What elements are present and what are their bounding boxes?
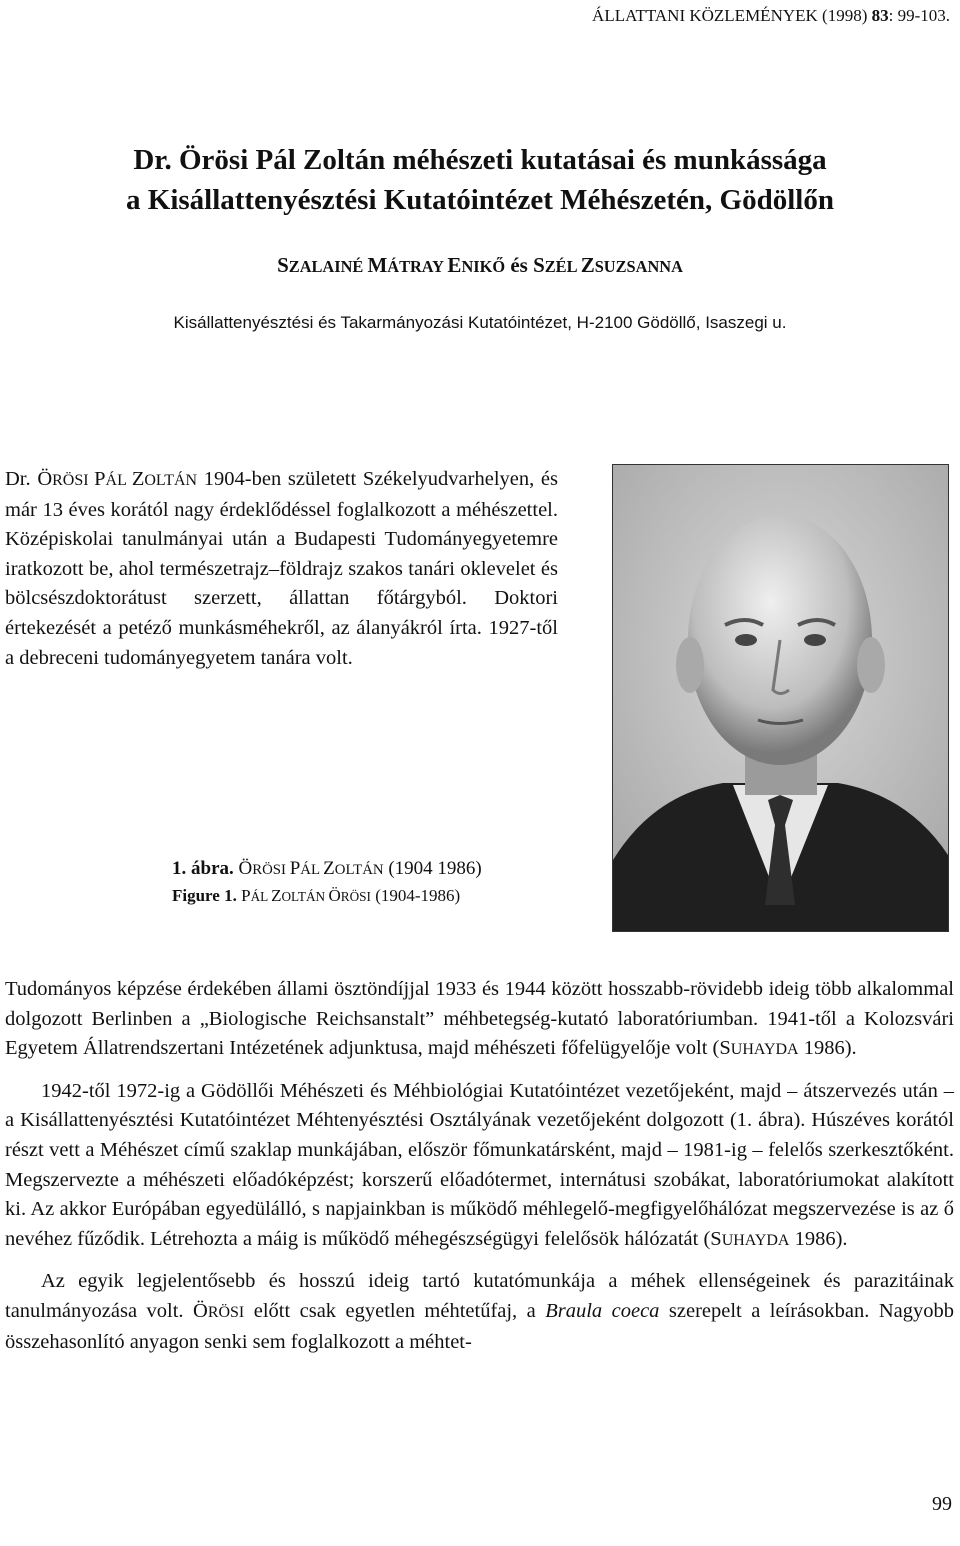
intro-paragraph: [5, 465, 558, 673]
intro-name-char: P: [94, 468, 106, 490]
body-paragraph-2: [5, 1077, 954, 1256]
author-2-char: S: [533, 253, 545, 277]
page-number: 99: [932, 1493, 952, 1515]
intro-name-part: ÁL: [105, 472, 132, 489]
intro-name-char: Ö: [37, 468, 53, 490]
text-run: S: [710, 1227, 722, 1250]
text-run: 1942-től 1972-ig a Gödöllői Méhészeti és Méhbiológiai Kutatóintézet vezetőjeként, majd – átszervezés után – a Kisállattenyésztési Kutatóintézet Méhtenyésztési Osztályának vezetőjeként dolgozott (1. ábra). Húszéves korától részt vett a Méhészet című szaklap munkájában, először főmunkatársként, majd – 1981-ig – felelős szerkesztőként. Megszervezte a méhészeti előadóképzést; korszerű előadótermet, internátusi szobákat, laboratóriumokat alakított ki. Az akkor Európában egyedülálló, s napjainkban is működő méhlegelő-megfigyelőhálózat megszervezése is az ő nevéhez fűződik. Létrehozta a máig is működő méhegészségügyi felelősök hálózatát (: [5, 1079, 954, 1250]
caption-english: [172, 884, 482, 909]
portrait-photo: [612, 464, 949, 932]
portrait-image: [613, 465, 948, 931]
body-paragraph-1: [5, 975, 954, 1065]
caption-hu-label: 1. ábra.: [172, 858, 234, 879]
text-run: 1986).: [789, 1227, 848, 1250]
intro-prefix: Dr.: [5, 468, 38, 490]
caption-en-name-part: ÁL: [250, 889, 272, 904]
author-2-char: Z: [580, 253, 595, 277]
text-run: 1986).: [798, 1037, 857, 1060]
caption-hu-years: (1904 1986): [383, 858, 482, 879]
text-run: Az egyik legjelentősebb és hosszú ideig tartó kutatómunkája a méhek ellenségeinek és parazitáinak tanulmányozása volt.: [5, 1270, 954, 1322]
intro-name-char: Z: [131, 468, 145, 490]
caption-hu-name-char: Z: [323, 858, 335, 879]
author-1-char: M: [367, 253, 388, 277]
author-2-part: SUZSANNA: [594, 257, 683, 276]
text-run: előtt csak egyetlen méhtetűfaj, a: [244, 1299, 546, 1322]
intro-name-part: OLTÁN: [144, 472, 198, 489]
text-run: Ö: [193, 1299, 208, 1322]
caption-en-years: (1904-1986): [370, 886, 461, 905]
text-run: Tudományos képzése érdekében állami ösztöndíjjal 1933 és 1944 között hosszabb-rövidebb ideig több alkalommal dolgozott Berlinben a „Biologische Reichsanstalt” méhbetegség-kutató laboratóriumban. 1941-től a Kolozsvári Egyetem Állatrendszertani Intézetének adjunktusa, majd méhészeti főfelügyelője volt (: [5, 978, 954, 1060]
caption-hu-name-part: RÖSI: [252, 862, 290, 878]
caption-en-name-char: P: [241, 886, 251, 905]
title-line-1: Dr. Örösi Pál Zoltán méhészeti kutatásai és munkássága: [133, 144, 827, 176]
intro-name-part: RÖSI: [52, 472, 95, 489]
author-2-part: ZÉL: [544, 257, 581, 276]
journal-header: [592, 6, 950, 26]
author-1-part: ÁTRAY: [387, 257, 448, 276]
figure-caption: [172, 855, 482, 909]
caption-hu-name-char: P: [289, 858, 301, 879]
caption-hungarian: [172, 855, 482, 884]
caption-en-name-char: Z: [271, 886, 282, 905]
caption-en-label: Figure 1.: [172, 886, 237, 905]
journal-name: ÁLLATTANI KÖZLEMÉNYEK (1998): [592, 6, 872, 25]
text-run: UHAYDA: [730, 1041, 799, 1059]
species-name: Braula coeca: [545, 1299, 660, 1322]
caption-hu-name-part: OLTÁN: [334, 862, 384, 878]
article-title: [0, 140, 960, 220]
author-1-part: NIKŐ: [461, 257, 506, 276]
intro-text: 1904-ben született Székelyudvarhelyen, és már 13 éves korától nagy érdeklődéssel foglalkozott a méhészettel. Középiskolai tanulmányai után a Budapesti Tudományegyetemre iratkozott be, ahol természetrajz–földrajz szakos tanári oklevelet és bölcsészdoktorátust szerzett, állattan főtárgyból. Doktori értekezését a petéző munkásméhekről, az álanyákról írta. 1927-től a debreceni tudományegyetem tanára volt.: [5, 468, 559, 669]
text-run: UHAYDA: [721, 1231, 790, 1249]
caption-en-name-char: Ö: [328, 886, 341, 905]
body-text: [5, 975, 954, 1369]
author-1-char: S: [277, 253, 289, 277]
journal-volume: 83: [871, 6, 889, 25]
authors: [0, 253, 960, 278]
authors-and: és: [505, 253, 534, 277]
title-line-2: a Kisállattenyésztési Kutatóintézet Méhészetén, Gödöllőn: [126, 184, 834, 216]
body-paragraph-3: [5, 1267, 954, 1357]
author-1-char: E: [447, 253, 462, 277]
caption-en-name-part: RÖSI: [340, 889, 371, 904]
journal-pages: : 99-103.: [888, 6, 950, 25]
author-1-part: ZALAINÉ: [288, 257, 368, 276]
affiliation: Kisállattenyésztési és Takarmányozási Kutatóintézet, H-2100 Gödöllő, Isaszegi u.: [173, 313, 787, 332]
caption-hu-name-char: Ö: [238, 858, 253, 879]
text-run: szerepelt a leírásokban. Nagyobb összehasonlító anyagon senki sem foglalkozott a méhtet-: [5, 1299, 955, 1353]
caption-hu-name-part: ÁL: [300, 862, 324, 878]
text-run: S: [719, 1037, 731, 1060]
text-run: RÖSI: [207, 1303, 245, 1321]
caption-en-name-part: OLTÁN: [281, 889, 329, 904]
